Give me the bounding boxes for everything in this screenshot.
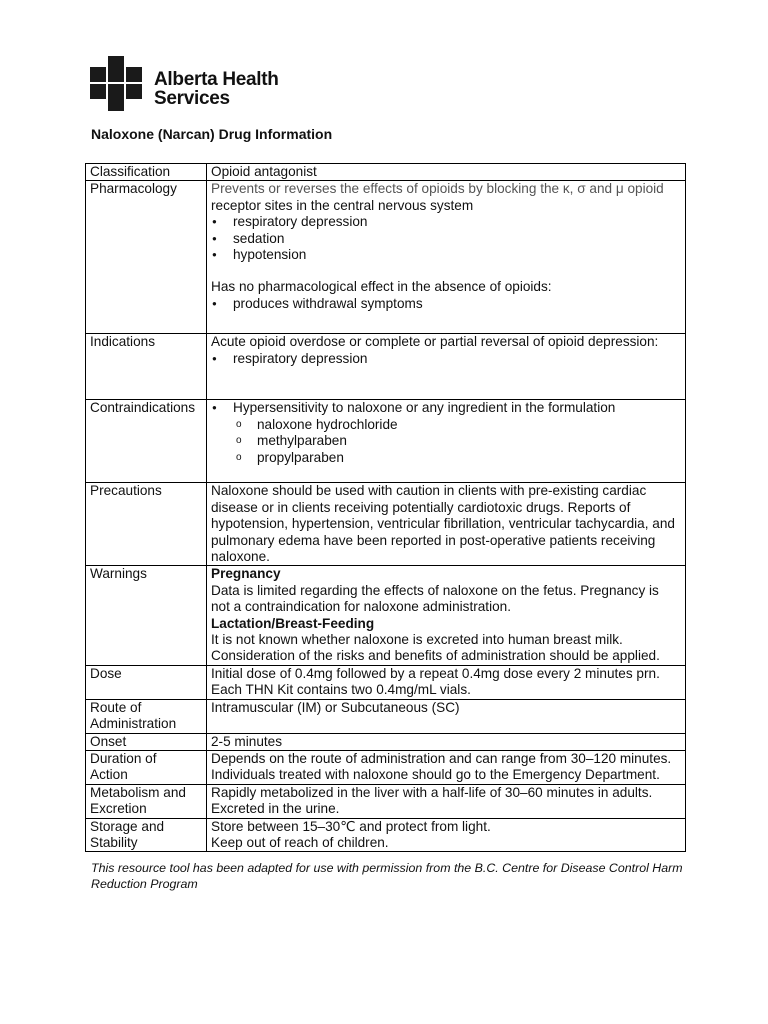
row-label: Classification <box>86 164 207 181</box>
row-value <box>207 818 686 852</box>
footer-note: This resource tool has been adapted for use with permission from the B.C. Centre for Disease Control Harm Reduction Program <box>91 861 683 891</box>
row-value <box>207 566 686 665</box>
drug-info-table <box>85 163 686 852</box>
bullet-list <box>211 400 681 416</box>
warning-heading: Pregnancy <box>211 566 281 582</box>
dose-line: Each THN Kit contains two 0.4mg/mL vials. <box>211 682 471 698</box>
list-item: ● respiratory depression <box>233 351 681 367</box>
row-label: Precautions <box>86 483 207 566</box>
table-row <box>86 400 686 483</box>
list-item: ● produces withdrawal symptoms <box>233 296 681 312</box>
list-item: ● Hypersensitivity to naloxone or any ingredient in the formulation <box>233 400 681 416</box>
row-label: Metabolism and Excretion <box>86 784 207 818</box>
table-row <box>86 483 686 566</box>
list-item: o naloxone hydrochloride <box>257 417 681 433</box>
alberta-health-services-logo <box>90 56 290 112</box>
metabolism-line: Excreted in the urine. <box>211 801 340 817</box>
bullet-list <box>211 296 681 312</box>
row-label: Duration of Action <box>86 750 207 784</box>
row-value <box>207 750 686 784</box>
row-value <box>207 784 686 818</box>
row-value <box>207 665 686 699</box>
row-label: Dose <box>86 665 207 699</box>
row-value <box>207 181 686 334</box>
warning-text: It is not known whether naloxone is excreted into human breast milk. Consideration of the risks and benefits of administration should be applied. <box>211 632 660 664</box>
table-row <box>86 699 686 733</box>
warning-text: Data is limited regarding the effects of naloxone on the fetus. Pregnancy is not a contraindication for naloxone administration. <box>211 582 659 615</box>
row-label: Onset <box>86 733 207 750</box>
row-label: Contraindications <box>86 400 207 483</box>
list-item: ● respiratory depression <box>233 214 681 230</box>
list-item: o propylparaben <box>257 450 681 466</box>
ahs-cross-icon <box>90 56 150 112</box>
table-row <box>86 733 686 750</box>
list-item: ● hypotension <box>233 247 681 263</box>
row-value: Opioid antagonist <box>207 164 686 181</box>
table-row <box>86 181 686 334</box>
row-label: Route of Administration <box>86 699 207 733</box>
storage-line: Store between 15–30℃ and protect from light. <box>211 818 491 834</box>
bullet-list <box>211 351 681 367</box>
row-value <box>207 400 686 483</box>
indications-text: Acute opioid overdose or complete or partial reversal of opioid depression: <box>211 334 659 350</box>
table-row <box>86 665 686 699</box>
pharmacology-intro: Prevents or reverses the effects of opioids by blocking the κ, σ and μ opioid <box>211 181 664 197</box>
row-value: Intramuscular (IM) or Subcutaneous (SC) <box>207 699 686 733</box>
row-value: 2-5 minutes <box>207 733 686 750</box>
row-label: Storage and Stability <box>86 818 207 852</box>
row-label: Indications <box>86 334 207 400</box>
table-row <box>86 334 686 400</box>
row-label: Pharmacology <box>86 181 207 334</box>
list-item: o methylparaben <box>257 433 681 449</box>
table-row <box>86 818 686 852</box>
row-label: Warnings <box>86 566 207 665</box>
page-title: Naloxone (Narcan) Drug Information <box>91 126 333 142</box>
duration-line: Depends on the route of administration and can range from 30–120 minutes. <box>211 750 672 766</box>
pharmacology-note: Has no pharmacological effect in the absence of opioids: <box>211 279 552 295</box>
dose-line: Initial dose of 0.4mg followed by a repeat 0.4mg dose every 2 minutes prn. <box>211 665 660 681</box>
bullet-list <box>211 214 681 263</box>
row-value: Naloxone should be used with caution in clients with pre-existing cardiac disease or in clients receiving potentially cardiotoxic drugs. Reports of hypotension, hypertension, ventricular fibrillation, ventricular tachycardia, and pulmonary edema have been reported in post-operative patients receiving naloxone. <box>207 483 686 566</box>
metabolism-line: Rapidly metabolized in the liver with a half-life of 30–60 minutes in adults. <box>211 784 653 800</box>
sub-bullet-list <box>211 417 681 466</box>
table-row <box>86 164 686 181</box>
table-row <box>86 566 686 665</box>
row-value <box>207 334 686 400</box>
pharmacology-intro-2: receptor sites in the central nervous system <box>211 197 474 213</box>
warning-heading: Lactation/Breast-Feeding <box>211 615 375 631</box>
storage-line: Keep out of reach of children. <box>211 834 389 850</box>
organization-name: Alberta Health Services <box>154 69 279 109</box>
list-item: ● sedation <box>233 231 681 247</box>
table-row <box>86 784 686 818</box>
table-row <box>86 750 686 784</box>
duration-line: Individuals treated with naloxone should go to the Emergency Department. <box>211 767 660 783</box>
